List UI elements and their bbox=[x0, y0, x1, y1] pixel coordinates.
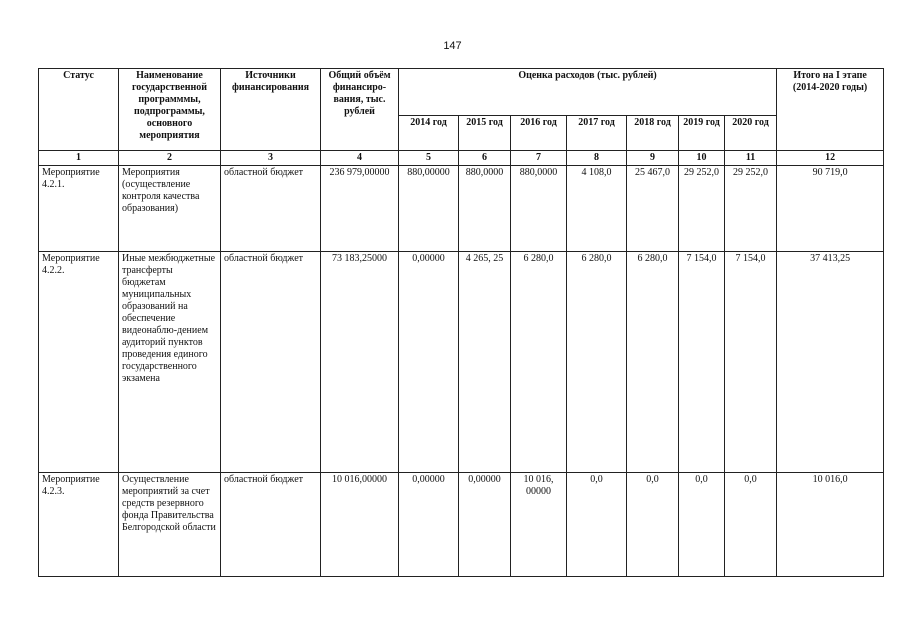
row-year-2015: 0,00000 bbox=[459, 473, 511, 577]
header-name: Наименование государственной программмы, подпрограммы, основного мероприятия bbox=[119, 69, 221, 151]
row-year-2018: 25 467,0 bbox=[627, 166, 679, 252]
row-year-2016: 10 016, 00000 bbox=[511, 473, 567, 577]
column-number: 10 bbox=[679, 151, 725, 166]
column-number: 7 bbox=[511, 151, 567, 166]
column-number: 1 bbox=[39, 151, 119, 166]
header-stage-total: Итого на I этапе (2014-2020 годы) bbox=[777, 69, 884, 151]
row-source: областной бюджет bbox=[221, 252, 321, 473]
row-year-2016: 880,0000 bbox=[511, 166, 567, 252]
row-name: Мероприятия (осуществление контроля качества образования) bbox=[119, 166, 221, 252]
header-status: Статус bbox=[39, 69, 119, 151]
row-year-2016: 6 280,0 bbox=[511, 252, 567, 473]
row-year-2019: 29 252,0 bbox=[679, 166, 725, 252]
header-year-2020: 2020 год bbox=[725, 116, 777, 151]
row-name: Иные межбюджетные трансферты бюджетам муниципальных образований на обеспечение видеонаблю-дением аудиторий пунктов проведения единого государственного экзамена bbox=[119, 252, 221, 473]
row-status: Мероприятие 4.2.2. bbox=[39, 252, 119, 473]
column-number: 8 bbox=[567, 151, 627, 166]
row-year-2014: 0,00000 bbox=[399, 473, 459, 577]
row-stage-total: 10 016,0 bbox=[777, 473, 884, 577]
header-year-2014: 2014 год bbox=[399, 116, 459, 151]
column-number: 5 bbox=[399, 151, 459, 166]
table-row bbox=[39, 252, 884, 473]
header-year-2018: 2018 год bbox=[627, 116, 679, 151]
column-number-row bbox=[39, 151, 884, 166]
column-number: 2 bbox=[119, 151, 221, 166]
row-name: Осуществление мероприятий за счет средств резервного фонда Правительства Белгородской области bbox=[119, 473, 221, 577]
header-year-2017: 2017 год bbox=[567, 116, 627, 151]
column-number: 6 bbox=[459, 151, 511, 166]
page-number: 147 bbox=[443, 40, 462, 52]
column-number: 4 bbox=[321, 151, 399, 166]
column-number: 11 bbox=[725, 151, 777, 166]
budget-table bbox=[38, 68, 884, 577]
header-estimate: Оценка расходов (тыс. рублей) bbox=[399, 69, 777, 116]
row-status: Мероприятие 4.2.1. bbox=[39, 166, 119, 252]
table-row bbox=[39, 473, 884, 577]
row-total: 236 979,00000 bbox=[321, 166, 399, 252]
row-stage-total: 37 413,25 bbox=[777, 252, 884, 473]
row-year-2019: 0,0 bbox=[679, 473, 725, 577]
row-year-2020: 7 154,0 bbox=[725, 252, 777, 473]
table-row bbox=[39, 166, 884, 252]
row-year-2015: 880,0000 bbox=[459, 166, 511, 252]
row-total: 10 016,00000 bbox=[321, 473, 399, 577]
row-source: областной бюджет bbox=[221, 166, 321, 252]
column-number: 9 bbox=[627, 151, 679, 166]
row-year-2014: 880,00000 bbox=[399, 166, 459, 252]
row-year-2020: 0,0 bbox=[725, 473, 777, 577]
row-year-2017: 6 280,0 bbox=[567, 252, 627, 473]
row-status: Мероприятие 4.2.3. bbox=[39, 473, 119, 577]
row-year-2017: 0,0 bbox=[567, 473, 627, 577]
row-year-2018: 0,0 bbox=[627, 473, 679, 577]
header-year-2015: 2015 год bbox=[459, 116, 511, 151]
header-source: Источники финансирования bbox=[221, 69, 321, 151]
header-row bbox=[39, 69, 884, 116]
row-year-2020: 29 252,0 bbox=[725, 166, 777, 252]
row-year-2019: 7 154,0 bbox=[679, 252, 725, 473]
row-year-2014: 0,00000 bbox=[399, 252, 459, 473]
row-year-2018: 6 280,0 bbox=[627, 252, 679, 473]
row-year-2015: 4 265, 25 bbox=[459, 252, 511, 473]
row-source: областной бюджет bbox=[221, 473, 321, 577]
row-year-2017: 4 108,0 bbox=[567, 166, 627, 252]
row-stage-total: 90 719,0 bbox=[777, 166, 884, 252]
row-total: 73 183,25000 bbox=[321, 252, 399, 473]
column-number: 12 bbox=[777, 151, 884, 166]
column-number: 3 bbox=[221, 151, 321, 166]
header-year-2016: 2016 год bbox=[511, 116, 567, 151]
header-total: Общий объём финансиро-вания, тыс. рублей bbox=[321, 69, 399, 151]
header-year-2019: 2019 год bbox=[679, 116, 725, 151]
